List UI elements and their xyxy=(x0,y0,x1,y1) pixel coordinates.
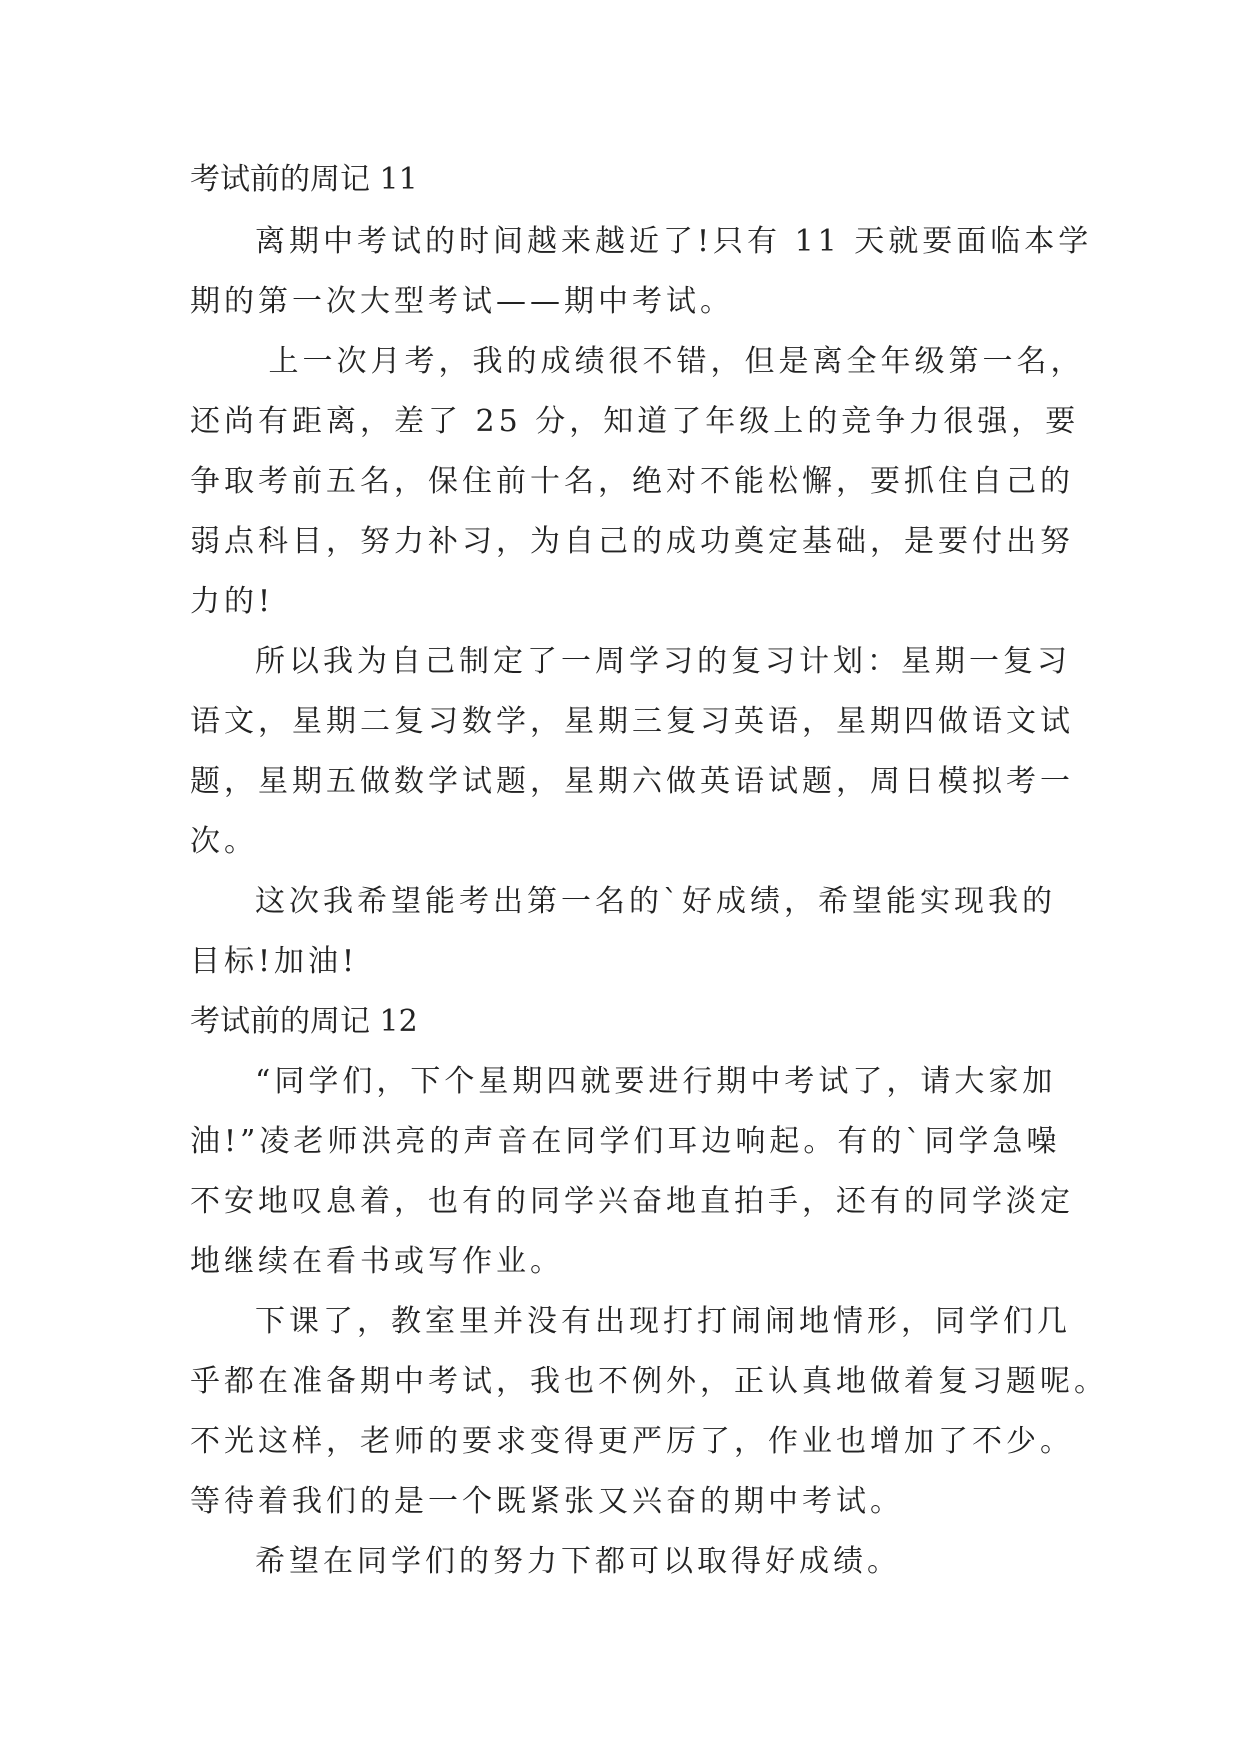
paragraph-line: 油!”凌老师洪亮的声音在同学们耳边响起。有的`同学急噪 xyxy=(190,1124,1061,1159)
paragraph-line: “同学们，下个星期四就要进行期中考试了，请大家加 xyxy=(255,1064,1057,1099)
paragraph-line: 弱点科目，努力补习，为自己的成功奠定基础，是要付出努 xyxy=(190,524,1074,559)
paragraph-line: 还尚有距离，差了 25 分，知道了年级上的竞争力很强，要 xyxy=(190,404,1080,439)
paragraph-line: 目标!加油! xyxy=(190,944,359,979)
paragraph-line: 离期中考试的时间越来越近了!只有 11 天就要面临本学 xyxy=(255,224,1093,259)
paragraph-line: 语文，星期二复习数学，星期三复习英语，星期四做语文试 xyxy=(190,704,1074,739)
paragraph-line: 希望在同学们的努力下都可以取得好成绩。 xyxy=(255,1544,901,1579)
paragraph-line: 上一次月考，我的成绩很不错，但是离全年级第一名， xyxy=(255,344,1085,379)
paragraph-line: 次。 xyxy=(190,824,258,859)
paragraph-line: 等待着我们的是一个既紧张又兴奋的期中考试。 xyxy=(190,1484,904,1519)
paragraph-line: 力的! xyxy=(190,584,275,619)
section-heading: 考试前的周记 11 xyxy=(190,162,418,197)
paragraph-line: 期的第一次大型考试——期中考试。 xyxy=(190,284,734,319)
section-heading: 考试前的周记 12 xyxy=(190,1004,418,1039)
paragraph-line: 乎都在准备期中考试，我也不例外，正认真地做着复习题呢。 xyxy=(190,1364,1108,1399)
paragraph-line: 争取考前五名，保住前十名，绝对不能松懈，要抓住自己的 xyxy=(190,464,1074,499)
paragraph-line: 不光这样，老师的要求变得更严厉了，作业也增加了不少。 xyxy=(190,1424,1074,1459)
paragraph-line: 下课了，教室里并没有出现打打闹闹地情形，同学们几 xyxy=(255,1304,1071,1339)
paragraph-line: 这次我希望能考出第一名的`好成绩，希望能实现我的 xyxy=(255,884,1056,919)
paragraph-line: 地继续在看书或写作业。 xyxy=(190,1244,564,1279)
paragraph-line: 所以我为自己制定了一周学习的复习计划：星期一复习 xyxy=(255,644,1071,679)
paragraph-line: 题，星期五做数学试题，星期六做英语试题，周日模拟考一 xyxy=(190,764,1074,799)
paragraph-line: 不安地叹息着，也有的同学兴奋地直拍手，还有的同学淡定 xyxy=(190,1184,1074,1219)
